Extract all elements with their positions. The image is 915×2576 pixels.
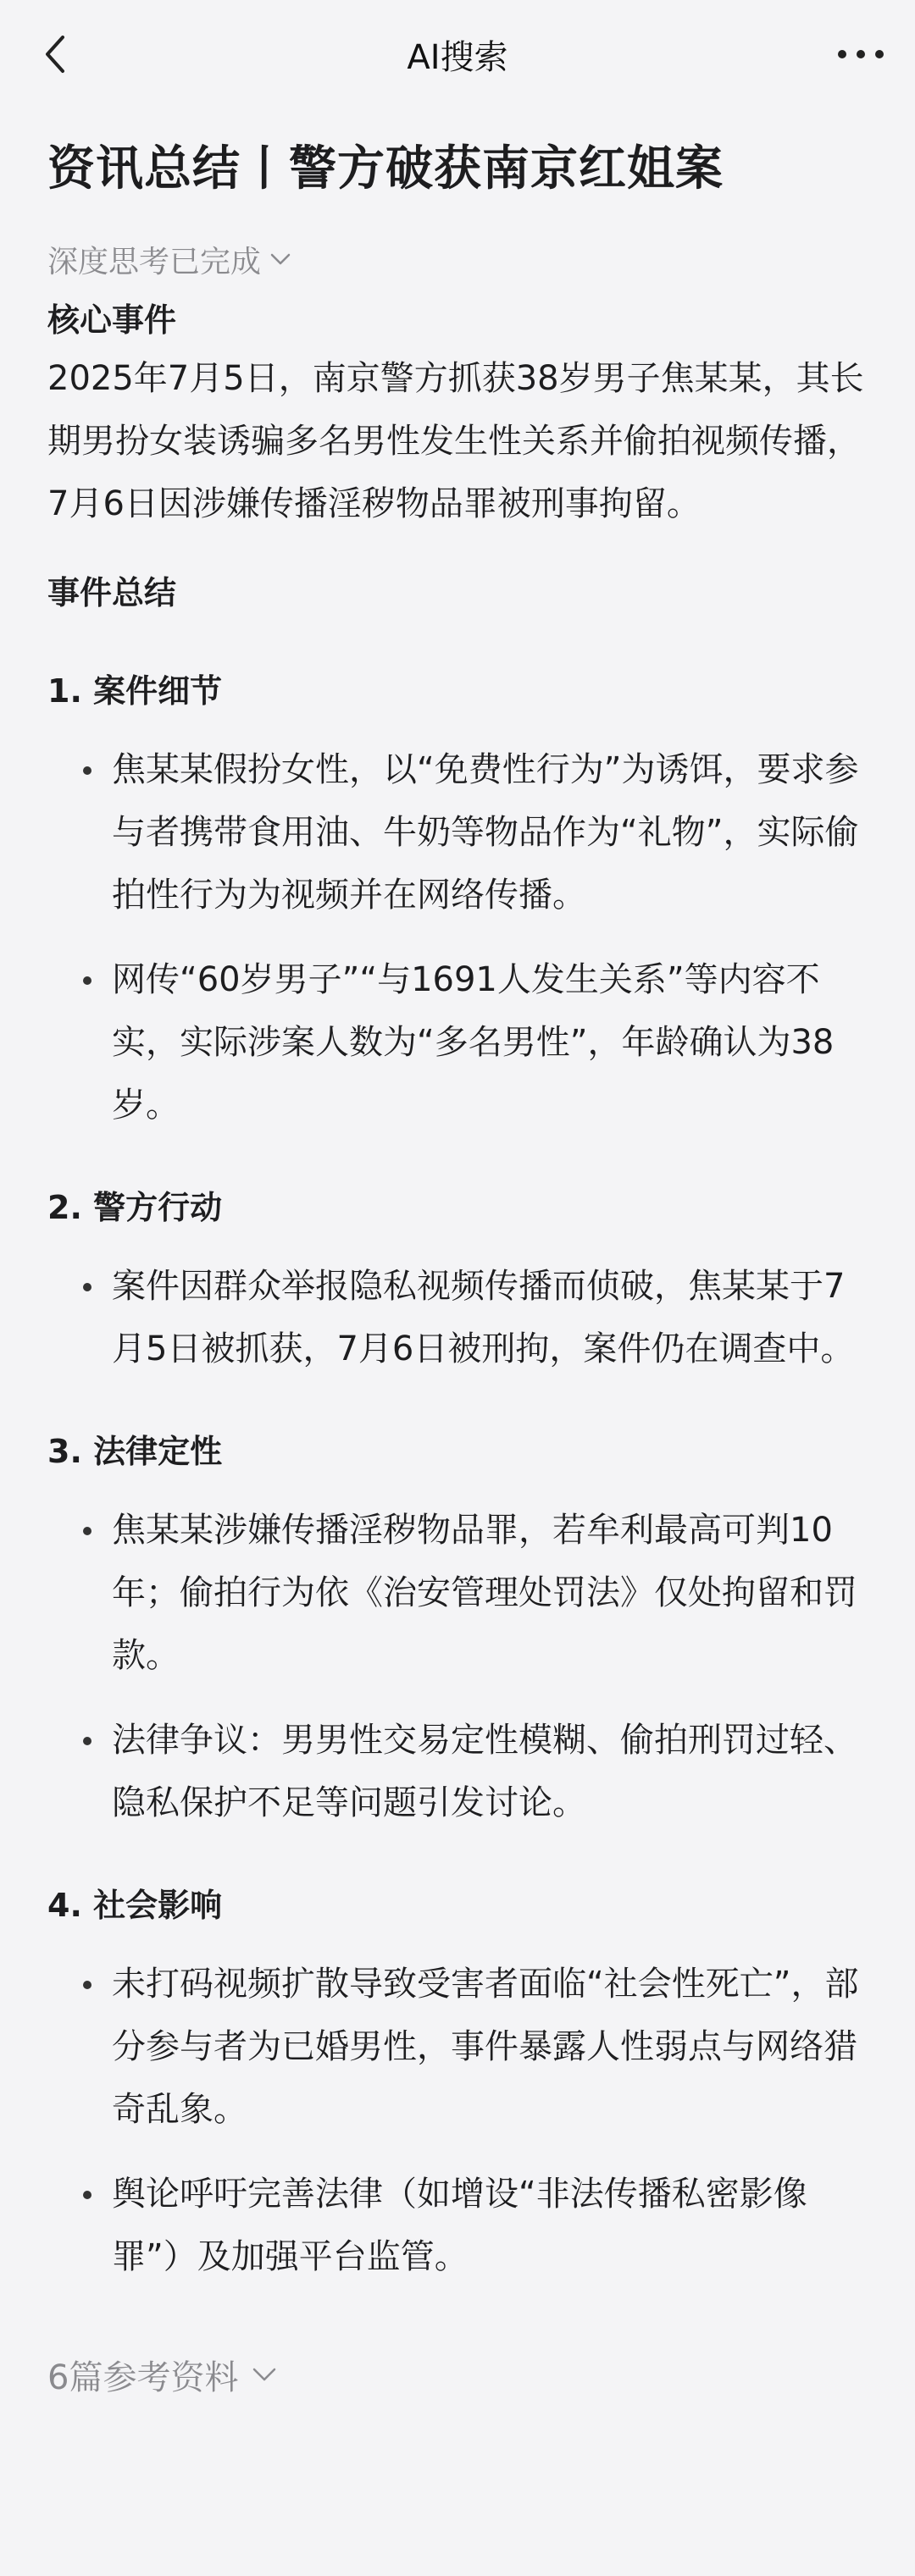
summary-heading: 事件总结 xyxy=(47,574,177,611)
back-button[interactable] xyxy=(30,29,81,80)
more-dots-icon xyxy=(837,49,884,59)
thinking-status-label: 深度思考已完成 xyxy=(47,244,262,279)
deep-thinking-toggle[interactable] xyxy=(47,237,868,281)
bullet-dot xyxy=(83,766,92,775)
bullet-dot xyxy=(83,1737,92,1745)
nav-title: AI搜索 xyxy=(407,37,508,77)
bullet-dot xyxy=(83,1527,92,1535)
chevron-left-icon xyxy=(39,34,73,75)
references-toggle[interactable] xyxy=(47,2349,868,2400)
bullet-dot xyxy=(83,1283,92,1291)
list-item: 网传“60岁男子”“与1691人发生关系”等内容不实，实际涉案人数为“多名男性”，年龄确认为38岁。 xyxy=(47,948,868,1136)
list-item: 舆论呼吁完善法律（如增设“非法传播私密影像罪”）及加强平台监管。 xyxy=(47,2163,868,2288)
list-item: 案件因群众举报隐私视频传播而侦破，焦某某于7月5日被抓获，7月6日被刑拘，案件仍在调查中。 xyxy=(47,1255,868,1380)
chevron-down-icon xyxy=(252,2367,277,2382)
bullet-list xyxy=(47,738,868,1136)
section-heading: 4. 社会影响 xyxy=(47,1887,223,1924)
bullet-list xyxy=(47,1953,868,2288)
list-item: 未打码视频扩散导致受害者面临“社会性死亡”，部分参与者为已婚男性，事件暴露人性弱点与网络猎奇乱象。 xyxy=(47,1953,868,2141)
bullet-dot xyxy=(83,2191,92,2199)
list-item: 焦某某涉嫌传播淫秽物品罪，若牟利最高可判10年；偷拍行为依《治安管理处罚法》仅处拘留和罚款。 xyxy=(47,1499,868,1687)
list-item: 焦某某假扮女性，以“免费性行为”为诱饵，要求参与者携带食用油、牛奶等物品作为“礼物”，实际偷拍性行为为视频并在网络传播。 xyxy=(47,738,868,926)
references-label: 6篇参考资料 xyxy=(47,2358,239,2397)
chevron-down-icon xyxy=(269,252,291,266)
core-event-heading: 核心事件 xyxy=(47,301,177,339)
bullet-list xyxy=(47,1499,868,1834)
top-nav-bar xyxy=(0,0,915,108)
bullet-list xyxy=(47,1255,868,1380)
list-item: 法律争议：男男性交易定性模糊、偷拍刑罚过轻、隐私保护不足等问题引发讨论。 xyxy=(47,1709,868,1834)
bullet-dot xyxy=(83,976,92,985)
more-options-button[interactable] xyxy=(827,29,895,80)
page-title: 资讯总结丨警方破获南京红姐案 xyxy=(47,141,724,196)
article-content xyxy=(47,135,868,2400)
section-heading: 1. 案件细节 xyxy=(47,672,223,710)
bullet-dot xyxy=(83,1981,92,1989)
section-heading: 3. 法律定性 xyxy=(47,1433,223,1470)
section-heading: 2. 警方行动 xyxy=(47,1189,223,1226)
core-event-text: 2025年7月5日，南京警方抓获38岁男子焦某某，其长期男扮女装诱骗多名男性发生性关系并偷拍视频传播，7月6日因涉嫌传播淫秽物品罪被刑事拘留。 xyxy=(47,359,864,523)
